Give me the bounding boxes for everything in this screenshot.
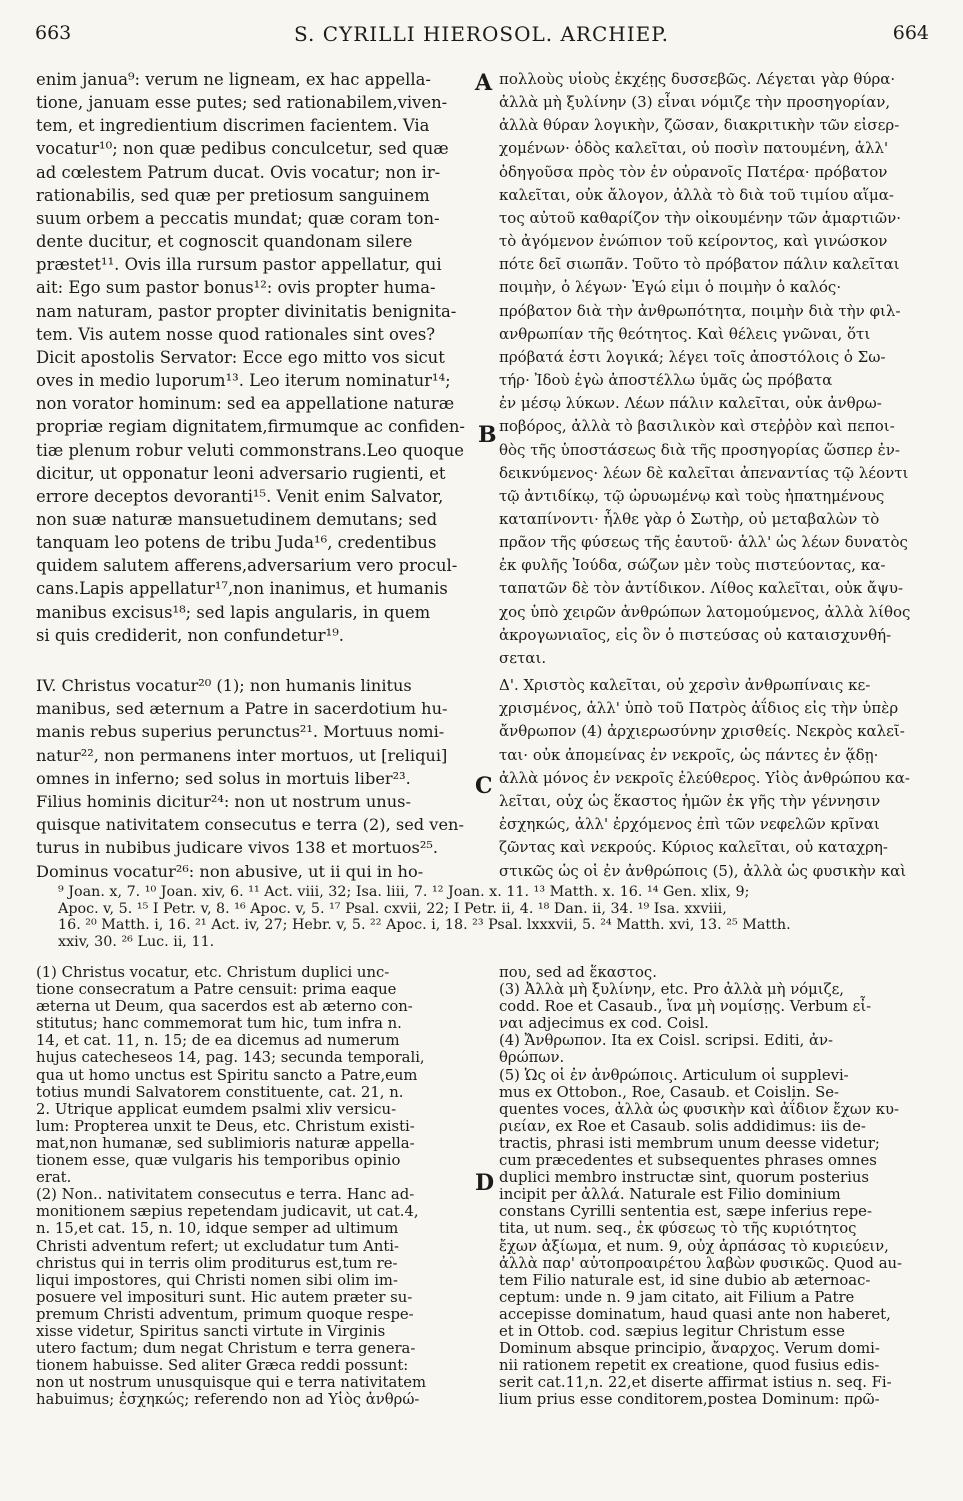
greek-line: τὸ ἀγόμενον ἐνώπιον τοῦ κείροντος, καὶ γινώσκον	[499, 232, 888, 251]
footnote-right-line: duplici membro instructæ sint, quorum posterius	[499, 1169, 869, 1187]
latin-section-iv-line: Filius hominis dicitur²⁴: non ut nostrum unus-	[36, 792, 411, 812]
footnote-right-line: mus ex Ottobon., Roe, Casaub. et Coislin. Se-	[499, 1083, 840, 1101]
footnote-left-line: non ut nostrum unusquisque qui e terra nativitatem	[36, 1374, 427, 1392]
greek-line: ἐν μέσῳ λύκων. Λέων πάλιν καλεῖται, οὐκ ἀνθρω-	[499, 394, 882, 413]
footnote-left-line: tionem esse, quæ vulgaris his temporibus opinio	[36, 1152, 401, 1170]
greek-line: ταπατῶν δὲ τὸν ἀντίδικον. Λίθος καλεῖται, οὐκ ἄψυ-	[499, 579, 904, 598]
latin-section-iv	[36, 674, 464, 883]
footnote-left-line: (1) Christus vocatur, etc. Christum duplici unc-	[36, 964, 390, 981]
footnote-right-line: (4) Ἄνθρωπον. Ita ex Coisl. scripsi. Editi, ἀν-	[499, 1032, 834, 1050]
latin-section-iv-line: natur²², non permanens inter mortuos, ut [reliqui]	[36, 745, 448, 765]
reference-line: xxiv, 30. ²⁶ Luc. ii, 11.	[58, 933, 215, 950]
greek-section-iv-line: Δ'. Χριστὸς καλεῖται, οὐ χερσὶν ἀνθρωπίναις κε-	[499, 676, 871, 694]
footnote-left-line: posuere vel imposituri sunt. Hic autem præter su-	[36, 1288, 413, 1306]
latin-line: suum orbem a peccatis mundat; quæ coram ton-	[36, 208, 440, 228]
latin-main-text	[36, 68, 468, 647]
latin-line: oves in medio luporum¹³. Leo iterum nominatur¹⁴;	[36, 371, 451, 391]
footnote-right-line: tractis, phrasi isti membrum unum deesse videtur;	[499, 1134, 880, 1152]
latin-line: ait: Ego sum pastor bonus¹²: ovis propter huma-	[36, 278, 436, 298]
greek-section-iv-line: χρισμένος, ἀλλ' ὑπὸ τοῦ Πατρὸς ἀΐδιος εἰς τὴν ὑπὲρ	[499, 699, 899, 718]
latin-line: propriæ regiam dignitatem,firmumque ac confiden-	[36, 417, 465, 437]
latin-line: rationabilis, sed quæ per pretiosum sanguinem	[36, 185, 430, 205]
greek-line: ποβόρος, ἀλλὰ τὸ βασιλικὸν καὶ στεῤῥὸν καὶ πεποι-	[499, 417, 895, 436]
footnote-left-line: stitutus; hanc commemorat tum hic, tum infra n.	[36, 1015, 402, 1033]
latin-line: cans.Lapis appellatur¹⁷,non inanimus, et humanis	[36, 579, 448, 599]
footnote-right-line: tita, ut num. seq., ἐκ φύσεως τὸ τῆς κυριότητος	[499, 1220, 857, 1238]
greek-line: ἀλλὰ θύραν λογικὴν, ζῶσαν, διακριτικὴν τῶν εἰσερ-	[499, 116, 900, 135]
footnote-left-line: (2) Non.. nativitatem consecutus e terra. Hanc ad-	[36, 1186, 415, 1204]
latin-line: Dicit apostolis Servator: Ecce ego mitto vos sicut	[36, 347, 445, 367]
margin-letter-b: B	[478, 422, 497, 448]
footnote-right-line: ναι adjecimus ex cod. Coisl.	[499, 1015, 709, 1033]
greek-line: καλεῖται, οὐκ ἄλογον, ἀλλὰ τὸ διὰ τοῦ τιμίου αἵμα-	[499, 185, 894, 204]
latin-section-iv-line: omnes in inferno; sed solus in mortuis liber²³.	[36, 768, 411, 788]
greek-line: πρόβατον διὰ τὴν ἀνθρωπότητα, ποιμὴν διὰ τὴν φιλ-	[499, 301, 901, 320]
latin-line: tem, et ingredientium discrimen facientem. Via	[36, 116, 430, 136]
greek-line: ἀκρογωνιαῖος, εἰς ὃν ὁ πιστεύσας οὐ καταισχυνθή-	[499, 625, 892, 644]
greek-section-iv	[499, 674, 910, 883]
greek-section-iv-line: στικῶς ὡς οἱ ἐν ἀνθρώποις (5), ἀλλὰ ὡς φυσικὴν καὶ	[499, 861, 907, 880]
latin-line: tanquam leo potens de tribu Juda¹⁶, credentibus	[36, 533, 437, 553]
footnote-left-line: 14, et cat. 11, n. 15; de ea dicemus ad numerum	[36, 1032, 400, 1050]
greek-line: τος αὐτοῦ καθαρίζον τὴν οἰκουμένην τῶν ἁμαρτιῶν·	[499, 208, 902, 227]
latin-line: non suæ naturæ mansuetudinem demutans; sed	[36, 509, 438, 529]
latin-line: enim janua⁹: verum ne ligneam, ex hac appella-	[36, 70, 431, 89]
page-number-left: 663	[35, 22, 72, 44]
greek-line: πρόβατά ἐστι λογικά; λέγει τοῖς ἀποστόλοις ὁ Σω-	[499, 347, 886, 366]
greek-section-iv-line: ται· οὐκ ἀπομείνας ἐν νεκροῖς, ὡς πάντες ἐν ᾅδῃ·	[499, 745, 879, 764]
footnotes-right	[499, 964, 902, 1408]
greek-line: σεται.	[499, 648, 547, 667]
greek-line: ποιμὴν, ὁ λέγων· Ἐγώ εἰμι ὁ ποιμὴν ὁ καλός·	[499, 278, 842, 297]
footnote-right-line: που, sed ad ἕκαστος.	[499, 964, 657, 981]
latin-line: si quis crediderit, non confundetur¹⁹.	[36, 625, 344, 645]
footnote-right-line: codd. Roe et Casaub., ἵνα μὴ νομίσῃς. Verbum εἶ-	[499, 998, 872, 1016]
footnote-left-line: premum Christi adventum, primum quoque respe-	[36, 1305, 414, 1323]
footnote-right-line: cum præcedentes et subsequentes phrases omnes	[499, 1152, 877, 1170]
page-number-right: 664	[892, 22, 929, 44]
latin-section-iv-line: turus in nubibus judicare vivos 138 et mortuos²⁵.	[36, 838, 438, 858]
latin-line: tiæ plenum robur veluti commonstrans.Leo quoque	[36, 440, 465, 460]
greek-section-iv-line: ἀλλὰ μόνος ἐν νεκροῖς ἐλεύθερος. Υἱὸς ἀνθρώπου κα-	[499, 768, 910, 787]
footnote-right-line: accepisse dominatum, haud quasi ante non haberet,	[499, 1305, 891, 1323]
latin-line: quidem salutem afferens,adversarium vero procul-	[36, 556, 458, 576]
footnote-right-line: tem Filio naturale est, id sine dubio ab æternoac-	[499, 1271, 871, 1289]
greek-line: πολλοὺς υἱοὺς ἐκχέῃς δυσσεβῶς. Λέγεται γὰρ θύρα·	[499, 70, 896, 88]
greek-section-iv-line: ζῶντας καὶ νεκρούς. Κύριος καλεῖται, οὐ καταχρη-	[499, 838, 888, 857]
greek-line: ἀλλὰ μὴ ξυλίνην (3) εἶναι νόμιζε τὴν προσηγορίαν,	[499, 93, 891, 112]
footnote-right-line: constans Cyrilli sententia est, sæpe inferius repe-	[499, 1203, 872, 1221]
footnote-right-line: nii rationem repetit ex creatione, quod fusius edis-	[499, 1357, 880, 1375]
latin-section-iv-line: manibus, sed æternum a Patre in sacerdotium hu-	[36, 699, 448, 719]
latin-line: vocatur¹⁰; non quæ pedibus conculcetur, sed quæ	[36, 139, 449, 159]
margin-letter-d: D	[475, 1170, 495, 1196]
footnote-left-line: liqui impostores, qui Christi nomen sibi olim im-	[36, 1271, 398, 1289]
latin-section-iv-line: IV. Christus vocatur²⁰ (1); non humanis linitus	[36, 676, 412, 695]
footnote-left-line: utero factum; dum negat Christum e terra genera-	[36, 1340, 416, 1358]
footnote-right-line: et in Ottob. cod. sæpius legitur Christum esse	[499, 1322, 845, 1340]
latin-section-iv-line: Dominus vocatur²⁶: non abusive, ut ii qui in ho-	[36, 861, 424, 881]
footnote-left-line: tione consecratum a Patre censuit: prima eaque	[36, 981, 397, 999]
footnote-right-line: lium prius esse conditorem,postea Dominum: πρῶ-	[499, 1391, 880, 1409]
footnote-right-line: ἀλλὰ παρ' αὐτοπροαιρέτου λαβὼν φυσικῶς. Quod au-	[499, 1254, 903, 1272]
greek-line: τῷ ἀντιδίκῳ, τῷ ὠρυωμένῳ καὶ τοὺς ἠπατημένους	[499, 486, 885, 505]
running-title: S. CYRILLI HIEROSOL. ARCHIEP.	[294, 22, 669, 46]
reference-line: 16. ²⁰ Matth. i, 16. ²¹ Act. iv, 27; Hebr. v, 5. ²² Apoc. i, 18. ²³ Psal. lxxxvii, 5. ²⁴ Matth. xvi, 13. ²⁵ Matth.	[58, 917, 791, 934]
margin-letter-c: C	[475, 773, 493, 799]
greek-line: καταπίνοντι· ἦλθε γὰρ ὁ Σωτὴρ, οὐ μεταβαλὼν τὸ	[499, 509, 880, 528]
greek-section-iv-line: ἄνθρωπον (4) ἀρχιερωσύνην χρισθείς. Νεκρὸς καλεῖ-	[499, 722, 905, 741]
greek-line: θὸς τῆς ὑποστάσεως διὰ τῆς προσηγορίας ὥσπερ ἐν-	[499, 440, 900, 459]
footnote-left-line: habuimus; ἐσχηκώς; referendo non ad Υἱὸς ἀνθρώ-	[36, 1391, 420, 1409]
greek-section-iv-line: λεῖται, οὐχ ὡς ἕκαστος ἡμῶν ἐκ γῆς τὴν γέννησιν	[499, 792, 881, 811]
latin-line: non vorator hominum: sed ea appellatione naturæ	[36, 394, 455, 414]
latin-line: dente ducitur, et cognoscit quandonam silere	[36, 232, 413, 252]
latin-line: nam naturam, pastor propter divinitatis benignita-	[36, 301, 457, 321]
greek-line: ἐκ φυλῆς Ἰούδα, σώζων μὲν τοὺς πιστεύοντας, κα-	[499, 556, 886, 575]
footnote-right-line: ριείαν, ex Roe et Casaub. solis addidimus: iis de-	[499, 1117, 866, 1135]
footnote-right-line: Dominum absque principio, ἄναρχος. Verum domi-	[499, 1340, 880, 1358]
footnote-left-line: tionem habuisse. Sed aliter Græca reddi possunt:	[36, 1357, 409, 1375]
greek-line: πότε δεῖ σιωπᾶν. Τοῦτο τὸ πρόβατον πάλιν καλεῖται	[499, 255, 900, 274]
greek-line: ανθρωπίαν τῆς θεότητος. Καὶ θέλεις γνῶναι, ὅτι	[499, 324, 871, 343]
footnote-left-line: 2. Utrique applicat eumdem psalmi xliv versicu-	[36, 1100, 397, 1118]
footnote-right-line: serit cat.11,n. 22,et diserte affirmat istius n. seq. Fi-	[499, 1374, 892, 1392]
footnote-left-line: lum: Propterea unxit te Deus, etc. Christum existi-	[36, 1117, 415, 1135]
margin-letter-a: A	[475, 70, 493, 96]
greek-main-text	[499, 68, 931, 670]
footnote-right-line: ceptum: unde n. 9 jam citato, ait Filium a Patre	[499, 1288, 855, 1306]
latin-line: ad cœlestem Patrum ducat. Ovis vocatur; non ir-	[36, 162, 441, 182]
footnote-right-line: (5) Ὡς οἱ ἐν ἀνθρώποις. Articulum οἱ supplevi-	[499, 1066, 849, 1084]
greek-line: ὁδηγοῦσα πρὸς τὸν ἐν οὐρανοῖς Πατέρα· πρόβατον	[499, 162, 888, 181]
footnote-right-line: quentes voces, ἀλλὰ ὡς φυσικὴν καὶ ἀΐδιον ἔχων κυ-	[499, 1100, 899, 1118]
latin-section-iv-line: manis rebus superius perunctus²¹. Mortuus nomi-	[36, 722, 445, 742]
footnote-left-line: hujus catecheseos 14, pag. 143; secunda temporali,	[36, 1049, 425, 1067]
scripture-references	[58, 884, 791, 950]
page-header	[0, 10, 963, 50]
footnote-right-line: incipit per ἀλλά. Naturale est Filio dominium	[499, 1186, 841, 1204]
reference-line: ⁹ Joan. x, 7. ¹⁰ Joan. xiv, 6. ¹¹ Act. viii, 32; Isa. liii, 7. ¹² Joan. x. 11. ¹³ Matth. x. 16. ¹⁴ Gen. xlix, 9;	[58, 884, 750, 900]
footnote-left-line: n. 15,et cat. 15, n. 10, idque semper ad ultimum	[36, 1220, 399, 1238]
footnote-left-line: mat,non humanæ, sed sublimioris naturæ appella-	[36, 1134, 415, 1152]
greek-line: δεικνύμενος· λέων δὲ καλεῖται ἀπεναντίας τῷ λέοντι	[499, 463, 909, 482]
footnote-left-line: christus qui in terris olim proditurus est,tum re-	[36, 1254, 398, 1272]
latin-line: tione, januam esse putes; sed rationabilem,viven-	[36, 93, 448, 113]
footnote-left-line: qua ut homo unctus est Spiritu sancto a Patre,eum	[36, 1066, 418, 1084]
latin-line: dicitur, ut opponatur leoni adversario rugienti, et	[36, 463, 446, 483]
footnote-right-line: (3) Ἀλλὰ μὴ ξυλίνην, etc. Pro ἀλλὰ μὴ νόμιζε,	[499, 981, 844, 999]
footnote-left-line: æterna ut Deum, qua sacerdos est ab æterno con-	[36, 998, 413, 1016]
latin-line: tem. Vis autem nosse quod rationales sint oves?	[36, 324, 436, 344]
footnote-left-line: totius mundi Salvatorem constituente, cat. 21, n.	[36, 1083, 404, 1101]
latin-line: manibus excisus¹⁸; sed lapis angularis, in quem	[36, 602, 431, 622]
footnote-right-line: ἔχων ἀξίωμα, et num. 9, οὐχ ἁρπάσας τὸ κυριεύειν,	[499, 1237, 889, 1255]
reference-line: Apoc. v, 5. ¹⁵ I Petr. v, 8. ¹⁶ Apoc. v, 5. ¹⁷ Psal. cxvii, 22; I Petr. ii, 4. ¹⁸ Dan. ii, 34. ¹⁹ Isa. xxviii,	[58, 900, 727, 917]
footnote-left-line: monitionem sæpius repetendam judicavit, ut cat.4,	[36, 1203, 419, 1221]
greek-line: χος ὑπὸ χειρῶν ἀνθρώπων λατομούμενος, ἀλλὰ λίθος	[499, 602, 911, 621]
footnote-right-line: θρώπων.	[499, 1049, 565, 1067]
footnotes-left	[36, 964, 426, 1408]
footnote-left-line: Christi adventum refert; ut excludatur tum Anti-	[36, 1237, 400, 1255]
footnote-left-line: xisse videtur, Spiritus sancti virtute in Virginis	[36, 1322, 386, 1340]
footnote-left-line: erat.	[36, 1169, 72, 1187]
latin-section-iv-line: quisque nativitatem consecutus e terra (2), sed ven-	[36, 815, 464, 835]
latin-line: errore deceptos devoranti¹⁵. Venit enim Salvator,	[36, 486, 444, 506]
greek-line: χομένων· ὁδὸς καλεῖται, οὐ ποσὶν πατουμένη, ἀλλ'	[499, 139, 889, 158]
greek-section-iv-line: ἐσχηκώς, ἀλλ' ἐρχόμενος ἐπὶ τῶν νεφελῶν κρῖναι	[499, 815, 880, 834]
greek-line: πρᾶον τῆς φύσεως τῆς ἑαυτοῦ· ἀλλ' ὡς λέων δυνατὸς	[499, 533, 908, 552]
greek-line: τήρ· Ἰδοὺ ἐγὼ ἀποστέλλω ὑμᾶς ὡς πρόβατα	[499, 371, 833, 390]
latin-line: præstet¹¹. Ovis illa rursum pastor appellatur, qui	[36, 255, 442, 275]
